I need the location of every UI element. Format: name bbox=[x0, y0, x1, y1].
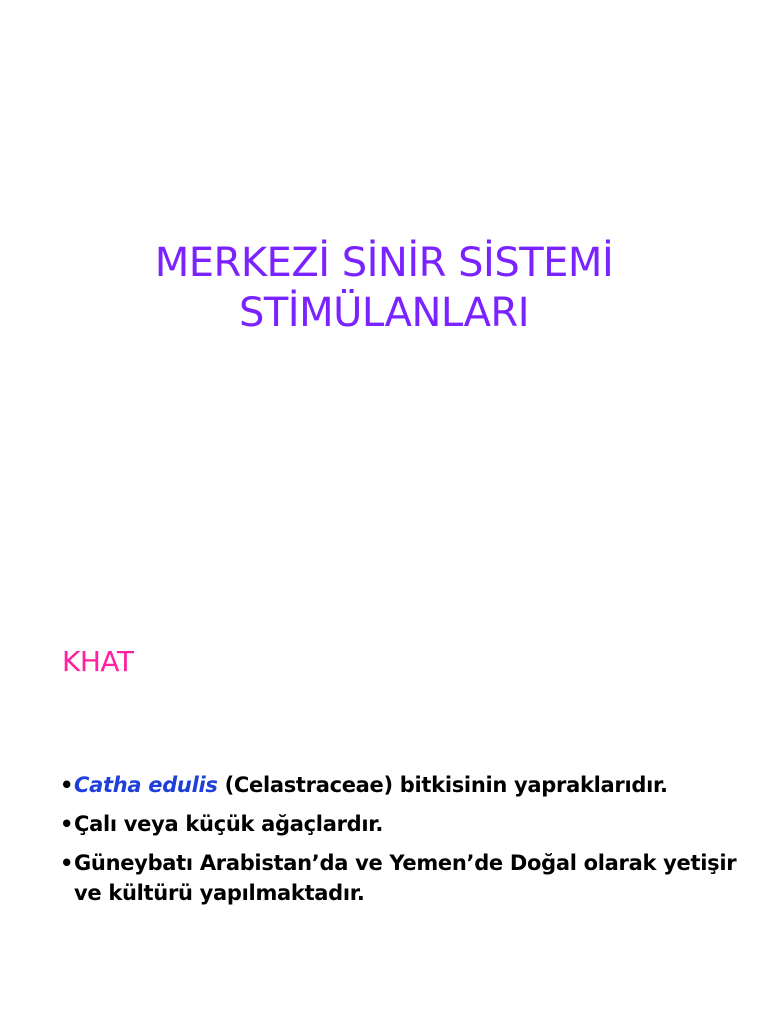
slide-title-line-2: STİMÜLANLARI bbox=[238, 290, 530, 336]
section-heading: KHAT bbox=[62, 645, 134, 678]
species-name: Catha edulis bbox=[74, 773, 218, 797]
bullet-list bbox=[60, 770, 740, 917]
bullet-text: (Celastraceae) bitkisinin yapraklarıdır. bbox=[217, 773, 668, 797]
bullet-dot: • bbox=[60, 851, 74, 875]
bullet-dot: • bbox=[60, 812, 74, 836]
bullet-dot: • bbox=[60, 773, 74, 797]
bullet-item bbox=[60, 848, 740, 908]
slide-title-line-1: MERKEZİ SİNİR SİSTEMİ bbox=[154, 240, 614, 286]
bullet-text: Güneybatı Arabistan’da ve Yemen’de Doğal olarak yetişir ve kültürü yapılmaktadır. bbox=[74, 851, 737, 905]
bullet-item bbox=[60, 809, 740, 839]
bullet-text: Çalı veya küçük ağaçlardır. bbox=[74, 812, 384, 836]
bullet-item bbox=[60, 770, 740, 800]
slide-title bbox=[0, 238, 768, 338]
